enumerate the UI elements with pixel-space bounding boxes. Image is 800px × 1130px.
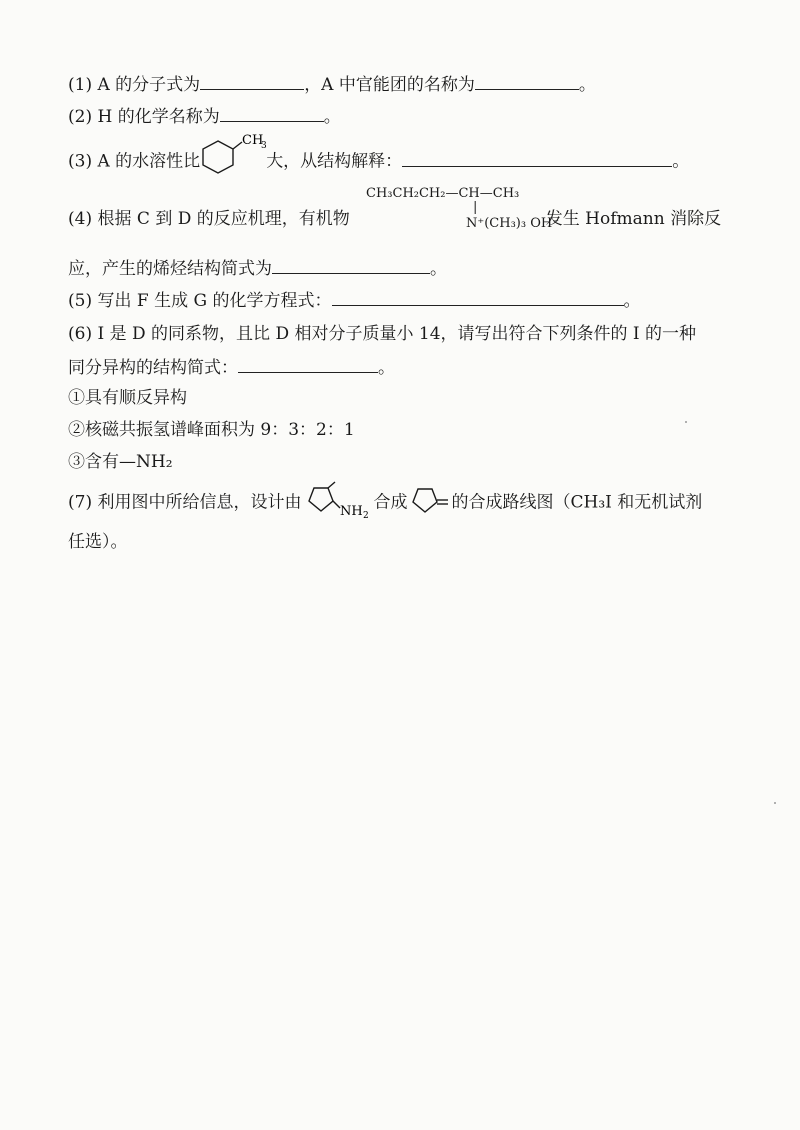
answer-blank-equation[interactable] [332, 288, 624, 306]
scan-speck [685, 421, 687, 423]
subscript: 2 [362, 511, 369, 521]
question-text: A 的分子式为 [97, 75, 201, 95]
condition-2: ②核磁共振氢谱峰面积为 9：3：2：1 [68, 420, 355, 440]
question-text: 应，产生的烯烃结构简式为 [68, 259, 272, 279]
period: 。 [430, 259, 447, 279]
ammonium-structure [366, 186, 566, 246]
question-text: 同分异构的结构简式： [68, 358, 238, 378]
question-4-cont [68, 256, 447, 281]
answer-blank-explanation[interactable] [402, 149, 672, 167]
question-number: (1) [68, 75, 93, 95]
ammonium-group: N⁺(CH₃)₃ OH⁻ [466, 216, 560, 231]
question-text: 根据 C 到 D 的反应机理，有机物 [97, 209, 350, 229]
answer-blank-isomer[interactable] [238, 355, 378, 373]
question-number: (5) [68, 291, 93, 311]
question-number: (3) [68, 151, 93, 172]
question-7 [68, 486, 702, 520]
period: 。 [378, 358, 395, 378]
question-6-cont [68, 355, 395, 380]
question-3 [68, 133, 690, 178]
amine-label: NH [339, 504, 363, 519]
condition-3: ③含有—NH₂ [68, 452, 173, 472]
question-text: 发生 Hofmann 消除反 [545, 209, 722, 229]
question-number: (7) [68, 492, 93, 513]
question-7-cont: 任选）。 [68, 532, 128, 552]
question-text: 的合成路线图（CH₃I 和无机试剂 [451, 492, 703, 513]
scan-speck [774, 802, 776, 804]
methylcyclohexane-structure [200, 132, 266, 178]
bond-line: | [473, 200, 478, 215]
answer-blank-formula[interactable] [200, 72, 304, 90]
cyclopentylmethylamine-structure [302, 480, 374, 520]
question-text: H 的化学名称为 [97, 107, 220, 127]
question-text: 利用图中所给信息，设计由 [97, 492, 302, 513]
question-text: 写出 F 生成 G 的化学方程式： [97, 291, 332, 311]
question-text: 合成 [373, 492, 408, 513]
question-number: (4) [68, 209, 93, 229]
question-text: I 是 D 的同系物，且比 D 相对分子质量小 14，请写出符合下列条件的 I 的一种 [97, 324, 697, 344]
question-2 [68, 104, 341, 129]
period: 。 [672, 151, 690, 172]
question-6 [68, 322, 696, 346]
question-text: 大，从结构解释： [266, 151, 403, 172]
answer-blank-functional-group[interactable] [475, 72, 579, 90]
question-5 [68, 288, 641, 313]
condition-1: ①具有顺反异构 [68, 388, 187, 408]
question-number: (6) [68, 324, 93, 344]
question-1 [68, 72, 596, 97]
period: 。 [578, 75, 596, 95]
period: 。 [323, 107, 341, 127]
methyl-label: CH [242, 133, 264, 148]
answer-blank-name[interactable] [220, 104, 324, 122]
carbon-chain: CH₃CH₂CH₂—CH—CH₃ [366, 186, 520, 201]
subscript: 3 [261, 141, 267, 151]
question-text: A 的水溶性比 [97, 151, 201, 172]
answer-blank-alkene[interactable] [272, 256, 430, 274]
methylenecyclopentane-structure [408, 483, 452, 517]
question-text: ，A 中官能团的名称为 [304, 75, 475, 95]
period: 。 [623, 291, 641, 311]
question-number: (2) [68, 107, 93, 127]
